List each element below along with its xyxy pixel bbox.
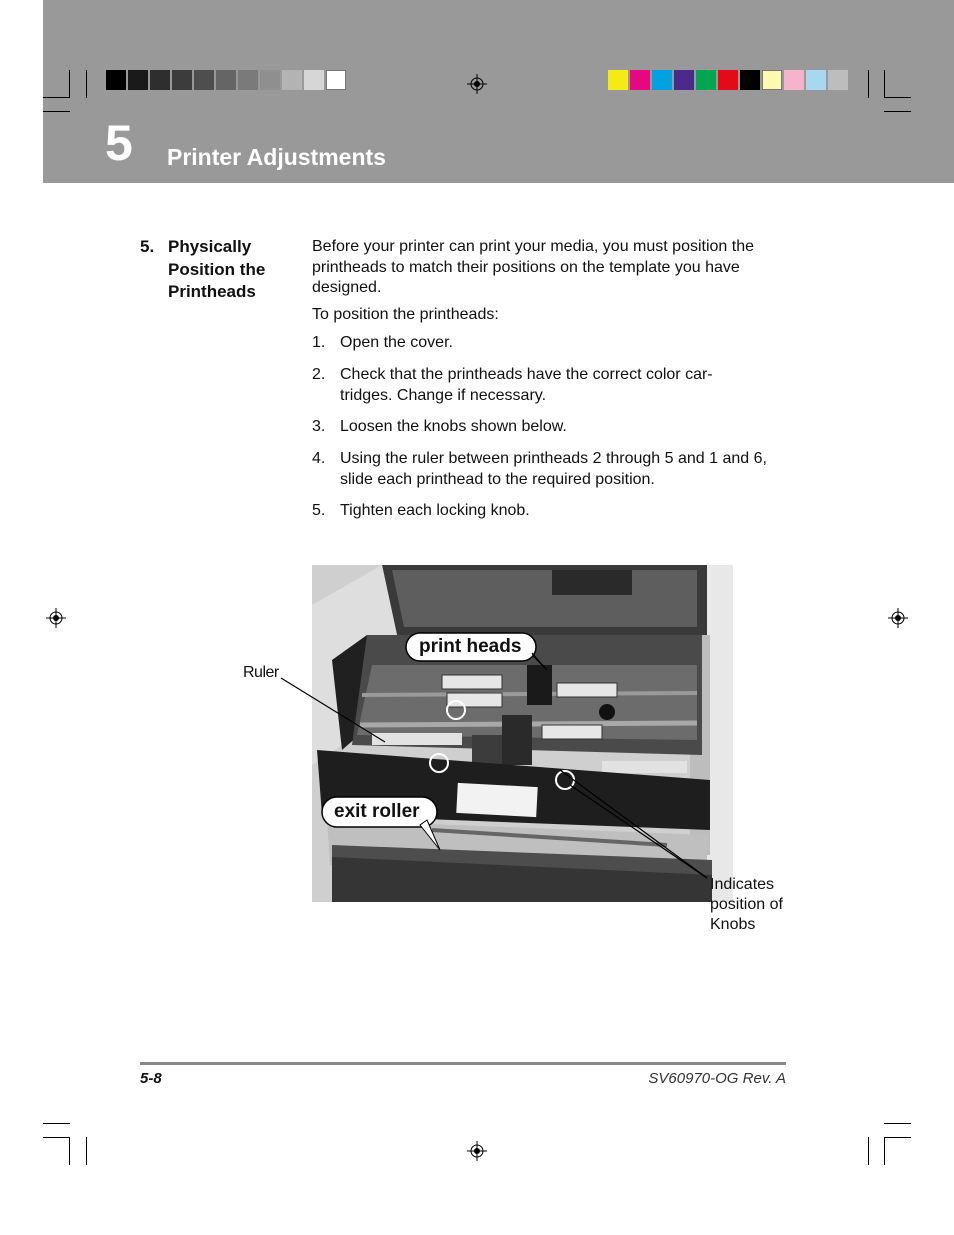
color-swatch bbox=[630, 70, 650, 90]
crop-mark bbox=[868, 1137, 869, 1165]
color-swatch bbox=[106, 70, 126, 90]
color-swatch bbox=[128, 70, 148, 90]
crop-mark bbox=[43, 1137, 70, 1138]
color-swatch bbox=[674, 70, 694, 90]
knobs-label: Indicates position of Knobs bbox=[710, 876, 783, 933]
registration-mark-icon bbox=[467, 1141, 487, 1161]
callout-exit-roller: exit roller bbox=[334, 801, 420, 822]
list-item-number: 5. bbox=[312, 502, 326, 519]
crop-mark bbox=[86, 1137, 87, 1165]
section-number: 5. bbox=[140, 237, 155, 256]
color-swatch bbox=[828, 70, 848, 90]
chapter-number: 5 bbox=[105, 115, 133, 171]
crop-mark bbox=[884, 97, 911, 98]
color-swatch bbox=[172, 70, 192, 90]
crop-mark bbox=[43, 111, 70, 112]
chapter-title: Printer Adjustments bbox=[167, 144, 386, 170]
crop-mark bbox=[69, 1137, 70, 1165]
crop-mark bbox=[884, 1137, 885, 1165]
printer-photo bbox=[312, 565, 733, 902]
color-swatch bbox=[260, 70, 280, 90]
gray-calibration-swatches bbox=[106, 70, 348, 90]
color-swatch bbox=[150, 70, 170, 90]
color-calibration-swatches bbox=[608, 70, 850, 90]
callout-print-heads: print heads bbox=[419, 636, 522, 657]
crop-mark bbox=[884, 111, 911, 112]
footer-rule bbox=[140, 1062, 786, 1065]
page-number: 5-8 bbox=[140, 1070, 162, 1087]
crop-mark bbox=[884, 1137, 911, 1138]
crop-mark bbox=[884, 1123, 911, 1124]
list-item-text: Open the cover. bbox=[340, 334, 453, 351]
color-swatch bbox=[194, 70, 214, 90]
registration-mark-icon bbox=[888, 608, 908, 628]
crop-mark bbox=[868, 70, 869, 98]
color-swatch bbox=[806, 70, 826, 90]
list-item-number: 3. bbox=[312, 418, 326, 435]
document-id: SV60970-OG Rev. A bbox=[648, 1070, 786, 1087]
color-swatch bbox=[216, 70, 236, 90]
crop-mark bbox=[69, 70, 70, 98]
color-swatch bbox=[282, 70, 302, 90]
registration-mark-icon bbox=[46, 608, 66, 628]
color-swatch bbox=[696, 70, 716, 90]
color-swatch bbox=[652, 70, 672, 90]
color-swatch bbox=[304, 70, 324, 90]
list-item-number: 2. bbox=[312, 366, 326, 383]
color-swatch bbox=[740, 70, 760, 90]
color-swatch bbox=[326, 70, 346, 90]
list-item-text: Using the ruler between printheads 2 through 5 and 1 and 6, slide each printhead to the required position. bbox=[340, 450, 767, 488]
list-item-text: Loosen the knobs shown below. bbox=[340, 418, 567, 435]
crop-mark bbox=[86, 70, 87, 98]
crop-mark bbox=[43, 1123, 70, 1124]
color-swatch bbox=[762, 70, 782, 90]
intro-paragraph: Before your printer can print your media, you must position the printheads to match their positions on the template you have designed. bbox=[312, 238, 754, 296]
crop-mark bbox=[43, 97, 70, 98]
color-swatch bbox=[784, 70, 804, 90]
color-swatch bbox=[718, 70, 738, 90]
lead-in-paragraph: To position the printheads: bbox=[312, 306, 499, 323]
section-heading-text: Physically Position the Printheads bbox=[168, 237, 266, 301]
list-item-number: 1. bbox=[312, 334, 326, 351]
color-swatch bbox=[608, 70, 628, 90]
list-item-text: Tighten each locking knob. bbox=[340, 502, 530, 519]
ruler-label: Ruler bbox=[243, 664, 279, 681]
list-item-number: 4. bbox=[312, 450, 326, 467]
list-item-text: Check that the printheads have the correct color car-tridges. Change if necessary. bbox=[340, 366, 713, 404]
crop-mark bbox=[884, 70, 885, 98]
registration-mark-icon bbox=[467, 74, 487, 94]
color-swatch bbox=[238, 70, 258, 90]
